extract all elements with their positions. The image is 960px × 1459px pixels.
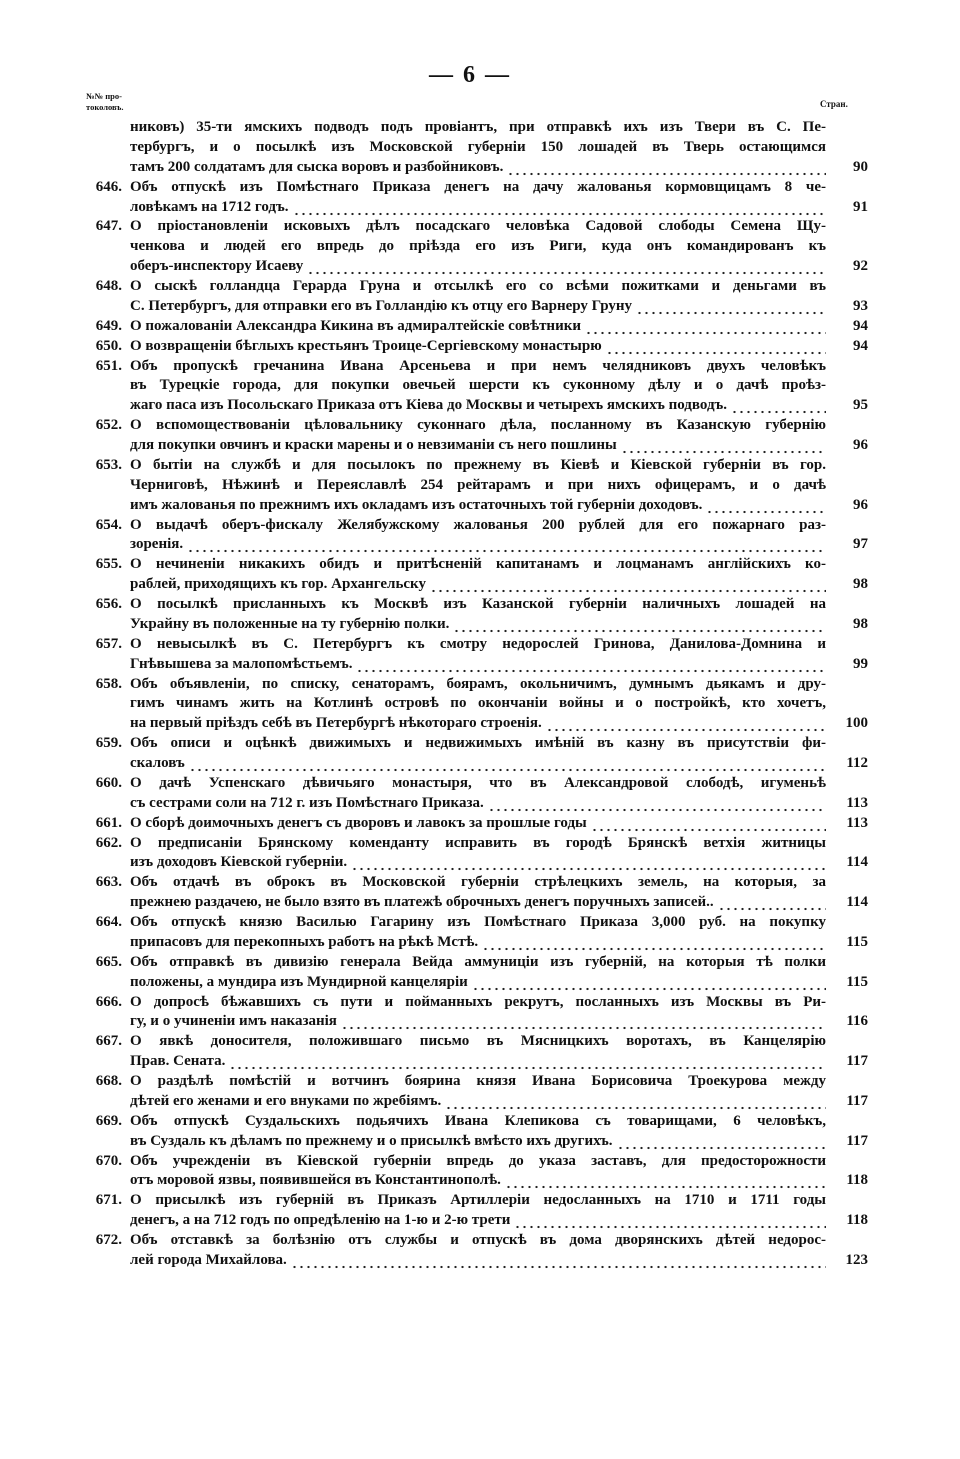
page-number: 96 — [853, 437, 868, 453]
page-number: 95 — [853, 397, 868, 414]
entry-text-segment: С. Петербургъ, для отправки его въ Голландію къ отцу его Варнеру Груну — [130, 297, 633, 314]
dot-leader — [706, 496, 826, 516]
entry-text: О выдачѣ оберъ-фискалу Желябужскому жалованья 200 рублей для его пожарнаго раз- — [130, 516, 826, 533]
entry-text-segment: О пожалованіи Александра Кикина въ адмиралтейскіе совѣтники — [130, 317, 582, 334]
entry-text-segment: на первый пріѣздъ себѣ въ Петербургѣ нѣкотораго строенія. — [130, 715, 542, 732]
entry-text: О раздѣлѣ помѣстій и вотчинъ боярина князя Ивана Борисовича Троекурова между — [130, 1073, 826, 1089]
entry-text-segment: О возвращеніи бѣглыхъ крестьянъ Троице-Сергіевскому монастырю — [130, 337, 602, 354]
entry-text — [130, 337, 826, 357]
heading-line: токоловъ. — [86, 102, 124, 112]
entry-text — [130, 496, 826, 516]
entry-text: Объ отпускѣ Суздальскихъ подьячихъ Ивана Клепикова съ товарищами, 6 человѣкъ, — [130, 1112, 826, 1129]
dot-leader — [718, 893, 826, 913]
dot-leader — [341, 1012, 826, 1032]
entry-line — [0, 893, 960, 913]
toc-entry — [0, 337, 960, 357]
protocol-number: 665. — [95, 953, 122, 970]
protocol-number: 647. — [95, 218, 122, 235]
page-number: 113 — [846, 814, 868, 831]
entry-text-segment: прежнею раздачею, не было взято въ платежѣ оброчныхъ денегъ поручныхъ записей.. — [130, 894, 714, 911]
entry-text — [130, 198, 826, 218]
toc-entry — [0, 317, 960, 337]
entry-line — [0, 237, 960, 257]
protocol-number: 648. — [95, 278, 122, 294]
toc-entry — [0, 118, 960, 178]
entry-text: О пріостановленіи исковыхъ дѣлъ посадскаго человѣка Садовой слободы Семена Щу- — [130, 218, 826, 235]
page-number: 123 — [845, 1251, 868, 1268]
dot-leader — [356, 655, 826, 675]
dot-leader — [505, 1171, 826, 1191]
entry-text: О сыскѣ голландца Герарда Груна и отсылкѣ его со всѣми пожитками и деньгами въ — [130, 278, 826, 294]
entry-line — [0, 416, 960, 436]
dot-leader — [482, 933, 826, 953]
entry-text — [130, 814, 826, 834]
entry-line — [0, 257, 960, 277]
entry-text: Черниговѣ, Нѣжинѣ и Переяславлѣ 254 рейтарамъ и при нихъ офицерамъ, и о дачѣ — [130, 476, 826, 493]
protocol-number: 670. — [95, 1152, 122, 1169]
dot-leader — [187, 535, 826, 555]
entry-text-segment: оберъ-инспектору Исаеву — [130, 258, 304, 275]
entry-text: О невысылкѣ въ С. Петербургъ къ смотру недорослей Гринова, Данилова-Домнина и — [130, 635, 826, 652]
entry-line — [0, 595, 960, 615]
toc-entry — [0, 774, 960, 814]
table-of-contents — [0, 118, 960, 1271]
entry-line — [0, 1251, 960, 1271]
dot-leader — [514, 1211, 826, 1231]
page-number: 118 — [846, 1172, 868, 1189]
entry-line — [0, 1052, 960, 1072]
entry-text: Объ объявленіи, по списку, сенаторамъ, боярамъ, окольничимъ, думнымъ дьякамъ и дру- — [130, 675, 826, 692]
page-number: 98 — [853, 576, 868, 593]
entry-text-segment: имъ жалованья по прежнимъ ихъ окладамъ изъ остаточныхъ той губерніи доходовъ. — [130, 496, 703, 513]
entry-line — [0, 1211, 960, 1231]
protocol-number: 658. — [95, 675, 122, 692]
entry-line — [0, 436, 960, 456]
dot-leader — [229, 1052, 826, 1072]
entry-line — [0, 1171, 960, 1191]
toc-entry — [0, 1152, 960, 1192]
dot-leader — [546, 714, 826, 734]
entry-line — [0, 754, 960, 774]
entry-text: гимъ чинамъ жить на Котлинѣ островѣ по окончаніи войны и о постройкѣ, кто хочетъ, — [130, 695, 826, 712]
entry-text — [130, 655, 826, 675]
protocol-number: 657. — [95, 635, 122, 652]
entry-text — [130, 853, 826, 873]
toc-entry — [0, 1072, 960, 1112]
page-number: 116 — [846, 1013, 868, 1030]
page-number: 113 — [846, 794, 868, 811]
entry-text-segment: зоренія. — [130, 536, 184, 553]
entry-text — [130, 893, 826, 913]
page-number: 118 — [846, 1212, 868, 1229]
entry-text — [130, 1052, 826, 1072]
entry-text — [130, 754, 826, 774]
dot-leader — [430, 575, 826, 595]
entry-line — [0, 1112, 960, 1132]
entry-text: Объ пропускѣ гречанина Ивана Арсеньева и при немъ челядниковъ двухъ человѣкъ — [130, 357, 826, 374]
entry-text-segment: лей города Михайлова. — [130, 1251, 287, 1268]
page-number: 114 — [846, 894, 868, 911]
toc-entry — [0, 953, 960, 993]
entry-text: О предписаніи Брянскому коменданту исправить въ городѣ Брянскѣ ветхія житницы — [130, 834, 826, 851]
entry-text-segment: О сборѣ доимочныхъ денегъ съ дворовъ и лавокъ за прошлые годы — [130, 814, 587, 831]
entry-line — [0, 198, 960, 218]
protocol-number: 664. — [95, 914, 122, 930]
entry-line — [0, 297, 960, 317]
page-number: 114 — [846, 854, 868, 871]
entry-text-segment: денегъ, а на 712 годъ по опредѣленію на 1-ю и 2-ю трети — [130, 1212, 511, 1229]
entry-text: Объ отставкѣ за болѣзнію отъ службы и отпускѣ въ дома дворянскихъ дѣтей недорос- — [130, 1232, 826, 1248]
entry-line — [0, 635, 960, 655]
entry-text — [130, 1251, 826, 1271]
entry-line — [0, 873, 960, 893]
entry-text-segment: припасовъ для перекопныхъ работъ на рѣкѣ Мстѣ. — [130, 933, 479, 950]
protocol-number: 649. — [95, 317, 122, 334]
entry-line — [0, 396, 960, 416]
entry-text-segment: положены, а мундира изъ Мундирной канцеляріи — [130, 973, 468, 990]
page-number: 115 — [846, 933, 868, 950]
dot-leader — [621, 436, 826, 456]
entry-text — [130, 1171, 826, 1191]
toc-entry — [0, 1112, 960, 1152]
protocol-number: 650. — [95, 337, 122, 354]
entry-line — [0, 277, 960, 297]
toc-entry — [0, 873, 960, 913]
entry-text: въ Турецкіе города, для покупки овечьей шерсти къ суконному дѣлу и о дачѣ проѣз- — [130, 377, 826, 394]
entry-text: ченкова и людей его впредь до пріѣзда его изъ Риги, куда онъ командированъ къ — [130, 238, 826, 255]
dot-leader — [445, 1092, 826, 1112]
toc-entry — [0, 834, 960, 874]
page-number: 90 — [853, 158, 868, 175]
entry-line — [0, 913, 960, 933]
page-number: 99 — [853, 655, 868, 672]
protocol-number: 663. — [95, 874, 122, 891]
entry-line — [0, 476, 960, 496]
entry-text — [130, 158, 826, 178]
protocol-number: 668. — [95, 1073, 122, 1089]
entry-line — [0, 535, 960, 555]
entry-line — [0, 178, 960, 198]
toc-entry — [0, 1231, 960, 1271]
entry-text-segment: съ сестрами соли на 712 г. изъ Помѣстнаго Приказа. — [130, 794, 484, 811]
protocol-number: 666. — [95, 993, 122, 1010]
entry-text — [130, 297, 826, 317]
toc-entry — [0, 217, 960, 277]
protocol-number: 651. — [95, 357, 122, 374]
entry-line — [0, 675, 960, 695]
dot-leader — [472, 973, 826, 993]
entry-line — [0, 1032, 960, 1052]
protocol-number: 646. — [95, 178, 122, 195]
entry-line — [0, 953, 960, 973]
entry-text — [130, 575, 826, 595]
protocol-number: 652. — [95, 417, 122, 434]
toc-entry — [0, 456, 960, 516]
page-number: 96 — [853, 496, 868, 513]
entry-text: Объ отправкѣ въ дивизію генерала Вейда аммуниціи изъ губерній, на которыя тѣ полки — [130, 953, 826, 970]
page-number: 91 — [853, 198, 868, 215]
entry-line — [0, 317, 960, 337]
heading-line: №№ про- — [86, 91, 122, 101]
entry-text: тербургъ, и о посылкѣ изъ Московской губерніи 150 лошадей въ Тверь остающимся — [130, 138, 826, 155]
entry-line — [0, 555, 960, 575]
entry-text-segment: Гнѣвышева за малопомѣстьемъ. — [130, 655, 353, 672]
entry-text: Объ отпускѣ изъ Помѣстнаго Приказа денегъ на дачу жалованья кормовщицамъ 8 че- — [130, 178, 826, 195]
entry-text-segment: ловѣкамъ на 1712 годъ. — [130, 198, 289, 215]
entry-text: О посылкѣ присланныхъ къ Москвѣ изъ Казанской губерніи наличныхъ лошадей на — [130, 596, 826, 612]
entry-line — [0, 794, 960, 814]
entry-text: Объ отдачѣ въ оброкъ въ Московской губерніи стрѣлецкихъ земель, на которыя, за — [130, 874, 826, 891]
page-number: 112 — [846, 755, 868, 771]
dot-leader — [731, 396, 826, 416]
entry-line — [0, 615, 960, 635]
entry-text-segment: Прав. Сената. — [130, 1053, 226, 1070]
entry-text — [130, 794, 826, 814]
entry-text: О вспомоществованіи цѣловальнику суконнаго дѣла, посланному въ Казанскую губернію — [130, 417, 826, 434]
entry-line — [0, 734, 960, 754]
entry-line — [0, 118, 960, 138]
entry-line — [0, 357, 960, 377]
page-number: 100 — [845, 715, 868, 732]
entry-line — [0, 496, 960, 516]
dot-leader — [617, 1132, 826, 1152]
entry-line — [0, 933, 960, 953]
entry-text-segment: жаго паса изъ Посольскаго Приказа отъ Кіева до Москвы и четырехъ ямскихъ подводъ. — [130, 397, 728, 414]
dot-leader — [606, 337, 826, 357]
protocol-number: 655. — [95, 556, 122, 573]
toc-entry — [0, 277, 960, 317]
protocol-number: 662. — [95, 834, 122, 851]
toc-entry — [0, 635, 960, 675]
entry-text — [130, 1211, 826, 1231]
entry-text: Объ учрежденіи въ Кіевской губерніи впредь до указа заставъ, для предосторожности — [130, 1152, 826, 1169]
protocol-number: 661. — [95, 814, 122, 831]
dot-leader — [189, 754, 826, 774]
entry-line — [0, 1152, 960, 1172]
protocol-number: 672. — [95, 1232, 122, 1248]
page-number: 117 — [846, 1132, 868, 1149]
entry-text-segment: раблей, приходящихъ къ гор. Архангельску — [130, 576, 426, 593]
entry-text: О явкѣ доносителя, положившаго письмо въ Мясницкихъ воротахъ, въ Канцелярію — [130, 1033, 826, 1050]
entry-text — [130, 933, 826, 953]
toc-entry — [0, 357, 960, 417]
toc-entry — [0, 814, 960, 834]
dot-leader — [307, 257, 826, 277]
entry-line — [0, 774, 960, 794]
page-number: 94 — [853, 317, 868, 334]
page-folio: — 6 — — [429, 62, 511, 88]
dot-leader — [488, 794, 826, 814]
entry-text-segment: въ Суздаль къ дѣламъ по прежнему и о присылкѣ вмѣсто ихъ другихъ. — [130, 1132, 613, 1149]
protocol-number: 656. — [95, 596, 122, 612]
entry-line — [0, 217, 960, 237]
entry-line — [0, 973, 960, 993]
entry-line — [0, 814, 960, 834]
entry-text: О присылкѣ изъ губерній въ Приказъ Артиллеріи недосланныхъ на 1710 и 1711 годы — [130, 1192, 826, 1209]
entry-text-segment: Украйну въ положенные на ту губернію полки. — [130, 615, 450, 632]
toc-entry — [0, 993, 960, 1033]
entry-text-segment: изъ доходовъ Кіевской губерніи. — [130, 854, 348, 871]
toc-entry — [0, 675, 960, 735]
entry-text — [130, 714, 826, 734]
entry-text — [130, 1012, 826, 1032]
entry-text: Объ отпускѣ князю Василью Гагарину изъ Помѣстнаго Приказа 3,000 руб. на покупку — [130, 914, 826, 930]
entry-text: О дачѣ Успенскаго дѣвичьяго монастыря, что въ Александровой слободѣ, игуменьѣ — [130, 774, 826, 791]
toc-entry — [0, 516, 960, 556]
protocol-number: 660. — [95, 774, 122, 791]
dot-leader — [291, 1251, 826, 1271]
protocol-number: 654. — [95, 516, 122, 533]
entry-line — [0, 655, 960, 675]
toc-entry — [0, 595, 960, 635]
entry-text-segment: скаловъ — [130, 755, 185, 771]
entry-text: никовъ) 35-ти ямскихъ подводъ подъ провіантъ, при отправкѣ ихъ изъ Твери въ С. Пе- — [130, 119, 826, 135]
dot-leader — [351, 853, 826, 873]
protocol-number: 671. — [95, 1192, 122, 1209]
page-number: 97 — [853, 536, 868, 553]
page-number: 98 — [853, 615, 868, 632]
entry-line — [0, 714, 960, 734]
entry-text — [130, 1092, 826, 1112]
entry-text: О нечиненіи никакихъ обидъ и притѣсненій капитанамъ и лоцманамъ англійскихъ ко- — [130, 556, 826, 573]
entry-line — [0, 1191, 960, 1211]
toc-entry — [0, 913, 960, 953]
entry-text-segment: отъ моровой язвы, появившейся въ Константинополѣ. — [130, 1172, 501, 1189]
page-number: 93 — [853, 297, 868, 314]
protocol-number: 667. — [95, 1033, 122, 1050]
protocol-number: 669. — [95, 1112, 122, 1129]
dot-leader — [507, 158, 826, 178]
entry-text — [130, 615, 826, 635]
entry-line — [0, 337, 960, 357]
toc-entry — [0, 1032, 960, 1072]
entry-text: Объ описи и оцѣнкѣ движимыхъ и недвижимыхъ имѣній въ казну въ присутствіи фи- — [130, 735, 826, 752]
protocol-number: 659. — [95, 735, 122, 752]
protocol-number-column-heading — [86, 91, 124, 113]
entry-line — [0, 694, 960, 714]
toc-entry — [0, 555, 960, 595]
entry-text — [130, 257, 826, 277]
page-column-heading: Стран. — [820, 99, 848, 109]
entry-line — [0, 1132, 960, 1152]
entry-line — [0, 1231, 960, 1251]
entry-text — [130, 535, 826, 555]
entry-line — [0, 575, 960, 595]
entry-text — [130, 1132, 826, 1152]
entry-text-segment: для покупки овчинъ и краски марены и о невзиманіи съ него пошлины — [130, 437, 617, 453]
entry-line — [0, 376, 960, 396]
entry-text: О допросѣ бѣжавшихъ съ пути и пойманныхъ рекрутъ, посланныхъ изъ Москвы въ Ри- — [130, 993, 826, 1010]
toc-entry — [0, 1191, 960, 1231]
entry-line — [0, 993, 960, 1013]
entry-line — [0, 1092, 960, 1112]
entry-text — [130, 973, 826, 993]
entry-text-segment: дѣтей его женами и его внуками по жребіямъ. — [130, 1092, 442, 1109]
entry-line — [0, 1072, 960, 1092]
entry-line — [0, 834, 960, 854]
toc-entry — [0, 734, 960, 774]
protocol-number: 653. — [95, 456, 122, 473]
page-number: 117 — [846, 1092, 868, 1109]
entry-line — [0, 853, 960, 873]
entry-line — [0, 158, 960, 178]
entry-line — [0, 456, 960, 476]
entry-text-segment: гу, и о учиненіи имъ наказанія — [130, 1013, 337, 1030]
entry-line — [0, 1012, 960, 1032]
page-number: 92 — [853, 258, 868, 275]
entry-text-segment: тамъ 200 солдатамъ для сыска воровъ и разбойниковъ. — [130, 158, 504, 175]
page-number: 94 — [853, 337, 868, 354]
page-number: 117 — [846, 1053, 868, 1070]
toc-entry — [0, 416, 960, 456]
entry-line — [0, 138, 960, 158]
entry-text — [130, 317, 826, 337]
page-number: 115 — [846, 973, 868, 990]
dot-leader — [636, 297, 826, 317]
dot-leader — [591, 814, 826, 834]
dot-leader — [293, 198, 826, 218]
toc-entry — [0, 178, 960, 218]
entry-text — [130, 396, 826, 416]
entry-line — [0, 516, 960, 536]
entry-text: О бытіи на службѣ и для посылокъ по прежнему въ Кіевѣ и Кіевской губерніи въ гор. — [130, 456, 826, 473]
dot-leader — [453, 615, 826, 635]
entry-text — [130, 436, 826, 456]
dot-leader — [585, 317, 826, 337]
